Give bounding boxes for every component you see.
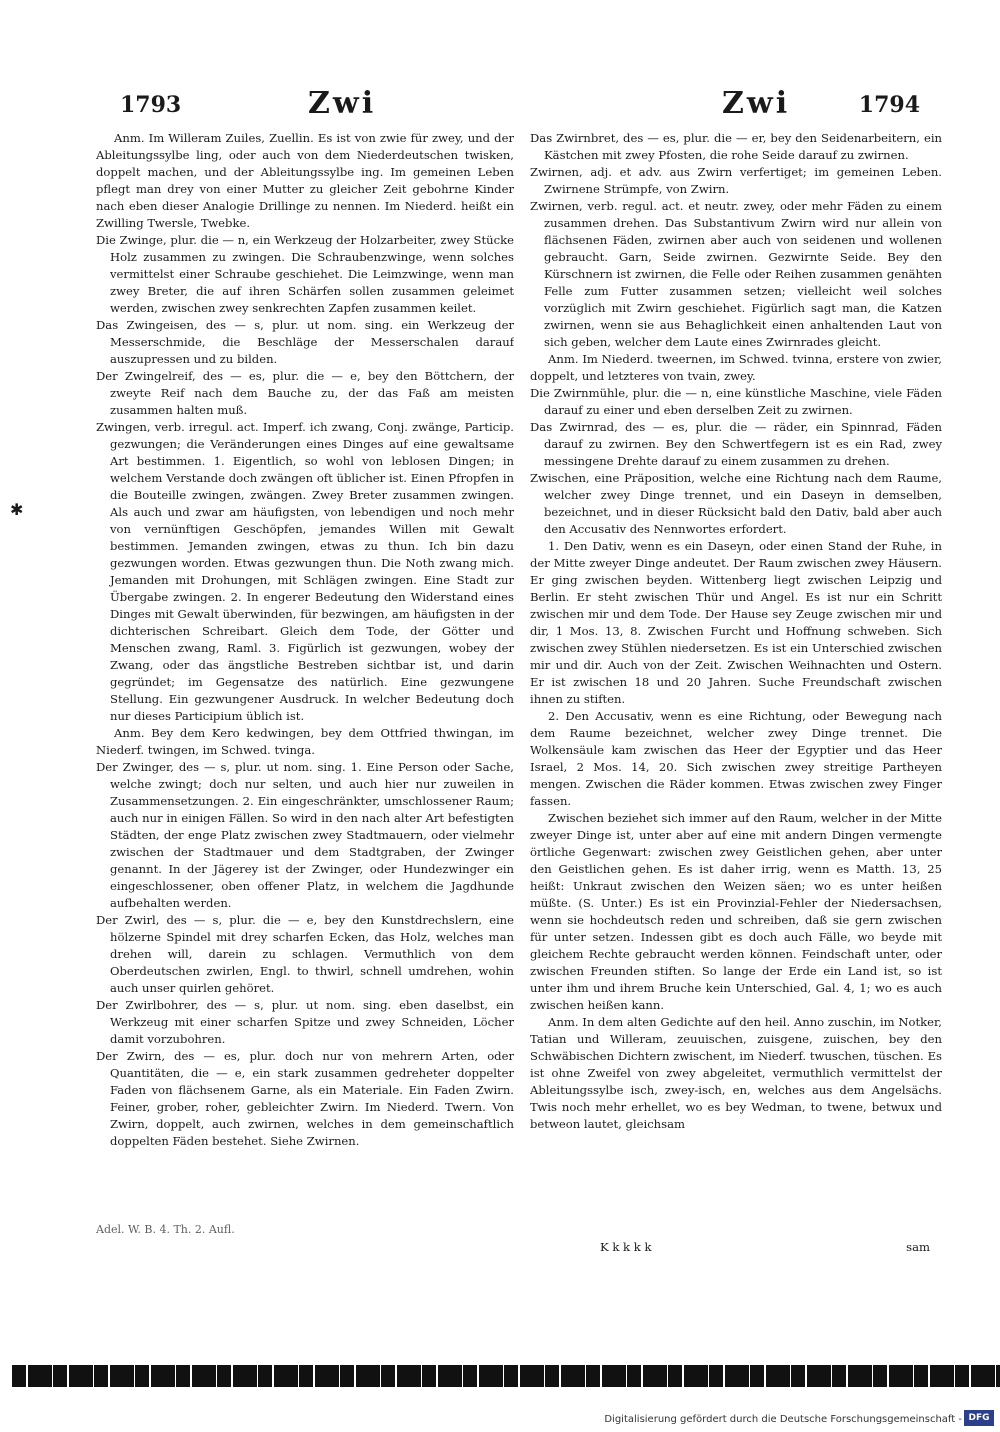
page-number-left: 1793 [120,92,182,118]
scan-edge-bar [12,1365,1000,1387]
dictionary-entry: Zwirnen, adj. et adv. aus Zwirn verfertiget; im gemeinen Leben. Zwirnene Strümpfe, von Zwirn. [530,165,942,196]
left-column [96,130,514,1250]
dictionary-entry: Anm. In dem alten Gedichte auf den heil. Anno zuschin, im Notker, Tatian und Willeram, zeuuischen, zuisgene, zuischen, bey den Schwäbischen Dichtern zwischent, im Niederf. twuschen, tüschen. Es ist ohne Zweifel von zwey abgeleitet, vermuthlich vermittelst der Ableitungssylbe isch, zwey-isch, en, welches aus dem Angelsächs. Twis noch mehr erhellet, wo es bey Wedman, to twene, betwux und betweon lautet, gleichsam [530,1015,942,1131]
signature-mark-right: K k k k k [600,1240,652,1254]
dictionary-entry: Der Zwinger, des — s, plur. ut nom. sing. 1. Eine Person oder Sache, welche zwingt; doch nur selten, und auch hier nur zuweilen in Zusammensetzungen. 2. Ein eingeschränkter, umschlossener Raum; auch nur in einigen Fällen. So wird in den nach alter Art befestigten Städten, der enge Platz zwischen zwey Stadtmauern, oder vielmehr zwischen der Stadtmauer und dem Stadtgraben, der Zwinger genannt. In der Jägerey ist der Zwinger, oder Hundezwinger ein eingeschlossener, oben offener Platz, in welchem die Jagdhunde aufbehalten werden. [96,760,514,910]
running-header [100,86,920,134]
page-number-right: 1794 [858,92,920,118]
dictionary-entry: Der Zwirn, des — es, plur. doch nur von mehrern Arten, oder Quantitäten, die — e, ein stark zusammen gedreheter doppelter Faden von flächsenem Garne, als ein Materiale. Ein Faden Zwirn. Feiner, grober, roher, gebleichter Zwirn. Im Niederd. Twern. Von Zwirn, doppelt, auch zwirnen, welches in dem gemeinschaftlich doppelten Fäden bestehet. Siehe Zwirnen. [96,1049,514,1148]
signature-mark-left: Adel. W. B. 4. Th. 2. Aufl. [96,1223,235,1236]
dictionary-entry: Zwischen beziehet sich immer auf den Raum, welcher in der Mitte zweyer Dinge ist, unter aber auf eine mit andern Dingen vermengte örtliche Gegenwart: zwischen zwey Geistlichen gehen, aber unter den Geistlichen gehen. Es ist daher irrig, wenn es Matth. 13, 25 heißt: Unkraut zwischen den Weizen säen; wo es unter heißen müßte. (S. Unter.) Es ist ein Provinzial-Fehler der Niedersachsen, wenn sie hochdeutsch reden und schreiben, daß sie gern zwischen für unter setzen. Indessen gibt es doch auch Fälle, wo beyde mit gleichem Rechte gebraucht werden können. Feindschaft unter, oder zwischen Freunden stiften. So lange der Erde ein Land ist, so ist unter ihm und ihrem Bruche kein Unterschied, Gal. 4, 1; wo es auch zwischen heißen kann. [530,811,942,1012]
dictionary-entry: Anm. Im Niederd. tweernen, im Schwed. tvinna, erstere von zwier, doppelt, und letzteres von tvain, zwey. [530,352,942,383]
dictionary-entry: 1. Den Dativ, wenn es ein Daseyn, oder einen Stand der Ruhe, in der Mitte zweyer Dinge andeutet. Der Raum zwischen zwey Häusern. Er ging zwischen beyden. Wittenberg liegt zwischen Leipzig und Berlin. Er steht zwischen Thür und Angel. Es ist nur ein Schritt zwischen mir und dem Tode. Der Hause sey Zeuge zwischen mir und dir, 1 Mos. 13, 8. Zwischen Furcht und Hoffnung schweben. Sich zwischen zwey Stühlen niedersetzen. Es ist ein Unterschied zwischen mir und dir. Auch von der Zeit. Zwischen Weihnachten und Ostern. Er ist zwischen 18 und 20 Jahren. Suche Freundschaft zwischen ihnen zu stiften. [530,539,942,706]
dictionary-entry: Zwirnen, verb. regul. act. et neutr. zwey, oder mehr Fäden zu einem zusammen drehen. Das Substantivum Zwirn wird nur allein von flächsenen Fäden, zwirnen aber auch von seidenen und wollenen gebraucht. Garn, Seide zwirnen. Gezwirnte Seide. Bey den Kürschnern ist zwirnen, die Felle oder Reihen zusammen genähten Felle zum Futter zusammen setzen; vielleicht weil solches vorzüglich mit Zwirn geschiehet. Figürlich sagt man, die Katzen zwirnen, wenn sie aus Behaglichkeit einen anhaltenden Laut von sich geben, welcher dem Laute eines Zwirnrades gleicht. [530,199,942,349]
dictionary-entry: Der Zwirl, des — s, plur. die — e, bey den Kunstdrechslern, eine hölzerne Spindel mit drey scharfen Ecken, das Holz, welches man drehen will, darein zu schlagen. Vermuthlich von dem Oberdeutschen zwirlen, Engl. to thwirl, schnell umdrehen, wohin auch unser quirlen gehöret. [96,913,514,995]
margin-mark: ✱ [10,500,24,519]
dictionary-entry: Das Zwingeisen, des — s, plur. ut nom. sing. ein Werkzeug der Messerschmide, die Beschläge der Messerschalen darauf auszupressen und zu bilden. [96,318,514,366]
dictionary-entry: Die Zwirnmühle, plur. die — n, eine künstliche Maschine, viele Fäden darauf zu einer und eben derselben Zeit zu zwirnen. [530,386,942,417]
digitization-credit: Digitalisierung gefördert durch die Deutsche Forschungsgemeinschaft - [604,1414,962,1425]
dictionary-entry: 2. Den Accusativ, wenn es eine Richtung, oder Bewegung nach dem Raume bezeichnet, welcher zwey Dinge trennet. Die Wolkensäule kam zwischen das Heer der Egyptier und das Heer Israel, 2 Mos. 14, 20. Sich zwischen zwey streitige Partheyen mengen. Zwischen die Räder kommen. Etwas zwischen zwey Finger fassen. [530,709,942,808]
dictionary-entry: Der Zwingelreif, des — es, plur. die — e, bey den Böttchern, der zweyte Reif nach dem Bauche zu, der das Faß am meisten zusammen halten muß. [96,369,514,417]
dictionary-entry: Anm. Im Willeram Zuiles, Zuellin. Es ist von zwie für zwey, und der Ableitungssylbe ling, oder auch von dem Niederdeutschen twisken, doppelt machen, und der Ableitungssylbe ing. Im gemeinen Leben pflegt man drey von einer Mutter zu gleicher Zeit gebohrne Kinder nach eben dieser Analogie Drillinge zu nennen. Im Niederd. heißt ein Zwilling Twersle, Twebke. [96,131,514,230]
dictionary-entry: Das Zwirnrad, des — es, plur. die — räder, ein Spinnrad, Fäden darauf zu zwirnen. Bey den Schwertfegern ist es ein Rad, zwey messingene Drehte darauf zu einem zusammen zu drehen. [530,420,942,468]
dictionary-entry: Anm. Bey dem Kero kedwingen, bey dem Ottfried thwingan, im Niederf. twingen, im Schwed. tvinga. [96,726,514,757]
catchword: sam [906,1240,930,1254]
dictionary-entry: Zwischen, eine Präposition, welche eine Richtung nach dem Raume, welcher zwey Dinge trennet, und ein Daseyn in demselben, bezeichnet, und in dieser Rücksicht bald den Dativ, bald aber auch den Accusativ des Nennwortes erfordert. [530,471,942,536]
dictionary-entry: Das Zwirnbret, des — es, plur. die — er, bey den Seidenarbeitern, ein Kästchen mit zwey Pfosten, die rohe Seide darauf zu zwirnen. [530,131,942,162]
running-headword-right: Zwi [722,86,791,121]
right-column [530,130,942,1250]
dfg-logo: DFG [964,1410,994,1426]
dictionary-entry: Zwingen, verb. irregul. act. Imperf. ich zwang, Conj. zwänge, Particip. gezwungen; die Veränderungen eines Dinges auf eine gewaltsame Art bestimmen. 1. Eigentlich, so wohl von leblosen Dingen; in welchem Verstande doch zwängen oft üblicher ist. Einen Pfropfen in die Bouteille zwingen, zwängen. Zwey Breter zusammen zwingen. Als auch und zwar am häufigsten, von lebendigen und noch mehr von vernünftigen Geschöpfen, jemandes Willen mit Gewalt bestimmen. Jemanden zwingen, etwas zu thun. Ich bin dazu gezwungen worden. Etwas gezwungen thun. Die Noth zwang mich. Jemanden mit Drohungen, mit Schlägen zwingen. Eine Stadt zur Übergabe zwingen. 2. In engerer Bedeutung den Widerstand eines Dinges mit Gewalt überwinden, für bezwingen, am häufigsten in der dichterischen Schreibart. Gleich dem Tode, der Götter und Menschen zwang, Raml. 3. Figürlich ist gezwungen, wobey der Zwang, oder das ängstliche Bestreben sichtbar ist, und darin gegründet; im Gegensatze des natürlich. Eine gezwungene Stellung. Ein gezwungener Ausdruck. In welcher Bedeutung doch nur dieses Participium üblich ist. [96,420,514,723]
running-headword-left: Zwi [308,86,377,121]
dictionary-entry: Die Zwinge, plur. die — n, ein Werkzeug der Holzarbeiter, zwey Stücke Holz zusammen zu zwingen. Die Schraubenzwinge, wenn solches vermittelst einer Schraube geschiehet. Die Leimzwinge, wenn man zwey Breter, die auf ihren Schärfen sollen zusammen geleimet werden, zwischen zwey senkrechten Zapfen zusammen keilet. [96,233,514,315]
dictionary-entry: Der Zwirlbohrer, des — s, plur. ut nom. sing. eben daselbst, ein Werkzeug mit einer scharfen Spitze und zwey Schneiden, Löcher damit vorzubohren. [96,998,514,1046]
